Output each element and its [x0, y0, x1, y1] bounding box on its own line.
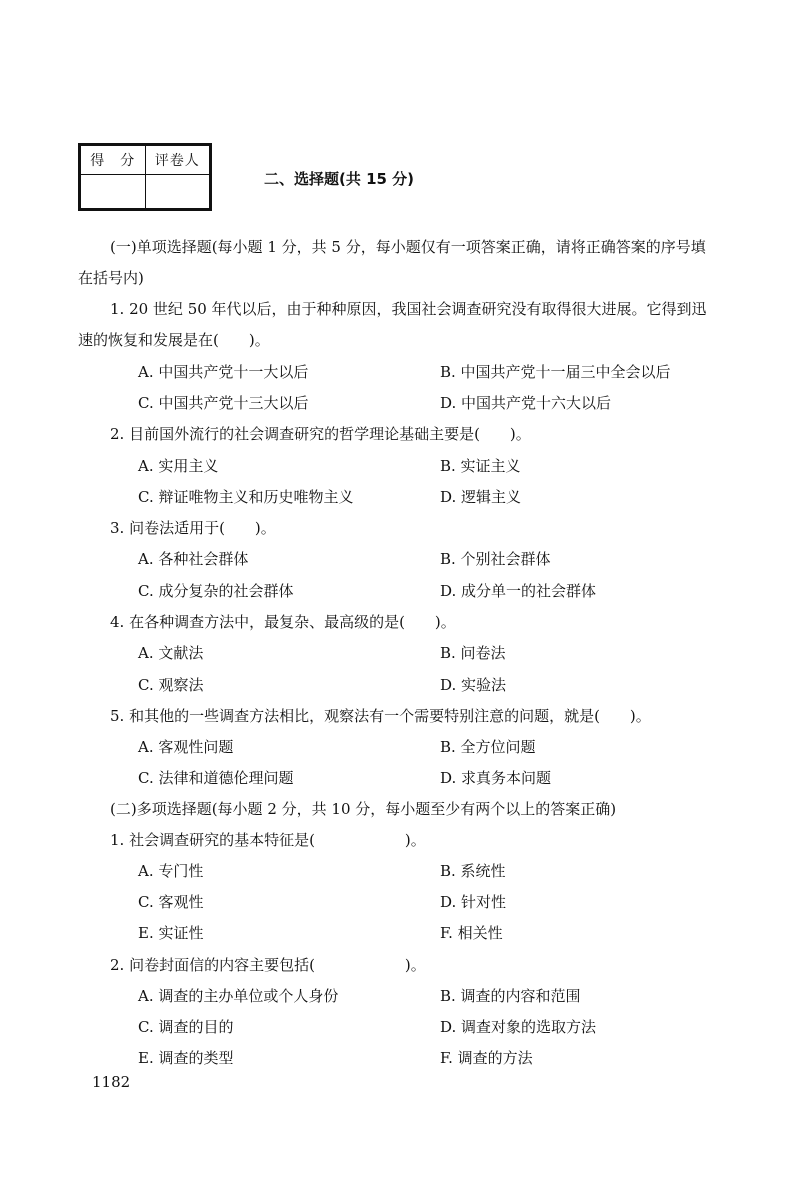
section-title: 二、选择题(共 15 分)	[264, 170, 415, 188]
option-b: B. 系统性	[440, 862, 506, 880]
grader-label: 评卷人	[145, 146, 210, 175]
option-e: E. 实证性	[138, 924, 204, 942]
option-a: A. 中国共产党十一大以后	[138, 363, 309, 381]
single-instruction-line2: 在括号内)	[78, 269, 144, 287]
option-c: C. 中国共产党十三大以后	[138, 394, 309, 412]
score-table	[78, 143, 212, 211]
option-b: B. 中国共产党十一届三中全会以后	[440, 363, 671, 381]
grader-cell[interactable]	[145, 175, 210, 209]
question-stem: 4. 在各种调查方法中，最复杂、最高级的是( )。	[110, 613, 456, 631]
option-d: D. 中国共产党十六大以后	[440, 394, 612, 412]
option-d: D. 逻辑主义	[440, 488, 522, 506]
single-instruction-line1: (一)单项选择题(每小题 1 分，共 5 分，每小题仅有一项答案正确，请将正确答案的序号填	[110, 238, 706, 256]
multi-instruction: (二)多项选择题(每小题 2 分，共 10 分，每小题至少有两个以上的答案正确)	[110, 800, 617, 818]
option-d: D. 求真务本问题	[440, 769, 552, 787]
option-a: A. 各种社会群体	[138, 550, 249, 568]
option-c: C. 客观性	[138, 893, 204, 911]
option-c: C. 观察法	[138, 676, 204, 694]
option-b: B. 个别社会群体	[440, 550, 551, 568]
option-a: A. 调查的主办单位或个人身份	[138, 987, 339, 1005]
option-f: F. 调查的方法	[440, 1049, 533, 1067]
option-c: C. 成分复杂的社会群体	[138, 582, 294, 600]
option-d: D. 实验法	[440, 676, 507, 694]
option-f: F. 相关性	[440, 924, 503, 942]
score-label: 得 分	[81, 146, 146, 175]
option-b: B. 实证主义	[440, 457, 521, 475]
option-b: B. 全方位问题	[440, 738, 536, 756]
option-d: D. 成分单一的社会群体	[440, 582, 597, 600]
question-stem: 3. 问卷法适用于( )。	[110, 519, 276, 537]
option-a: A. 实用主义	[138, 457, 219, 475]
question-stem: 2. 目前国外流行的社会调查研究的哲学理论基础主要是( )。	[110, 425, 531, 443]
option-a: A. 专门性	[138, 862, 204, 880]
question-stem: 1. 社会调查研究的基本特征是( )。	[110, 831, 426, 849]
option-e: E. 调查的类型	[138, 1049, 234, 1067]
option-a: A. 文献法	[138, 644, 204, 662]
option-d: D. 针对性	[440, 893, 507, 911]
question-stem: 5. 和其他的一些调查方法相比，观察法有一个需要特别注意的问题，就是( )。	[110, 707, 651, 725]
option-b: B. 问卷法	[440, 644, 506, 662]
option-d: D. 调查对象的选取方法	[440, 1018, 597, 1036]
score-cell[interactable]	[81, 175, 146, 209]
option-c: C. 调查的目的	[138, 1018, 234, 1036]
question-stem: 1. 20 世纪 50 年代以后，由于种种原因，我国社会调查研究没有取得很大进展。它得到迅	[110, 300, 707, 318]
page-number: 1182	[92, 1073, 131, 1091]
option-c: C. 辩证唯物主义和历史唯物主义	[138, 488, 354, 506]
question-stem: 速的恢复和发展是在( )。	[78, 331, 270, 349]
option-a: A. 客观性问题	[138, 738, 234, 756]
option-b: B. 调查的内容和范围	[440, 987, 581, 1005]
question-stem: 2. 问卷封面信的内容主要包括( )。	[110, 956, 426, 974]
option-c: C. 法律和道德伦理问题	[138, 769, 294, 787]
